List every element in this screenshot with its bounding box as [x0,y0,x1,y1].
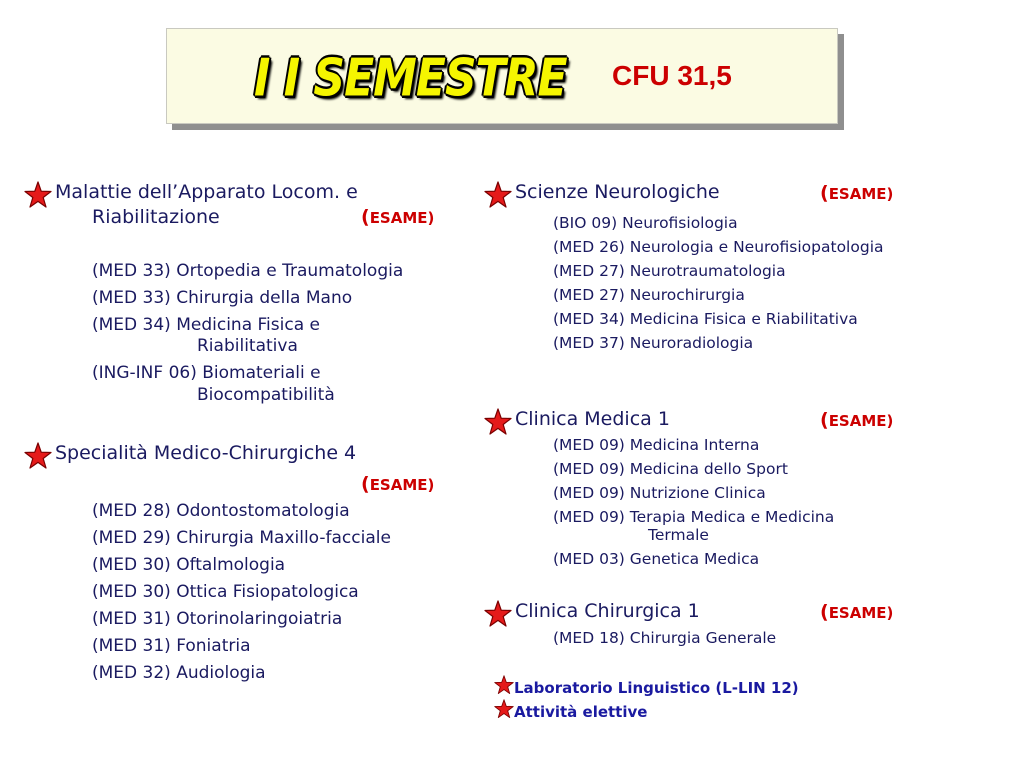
exam-label: (ESAME) [361,206,435,228]
course-item: (MED 34) Medicina Fisica e [92,315,320,335]
section-title: Scienze Neurologiche [515,181,720,203]
course-item-continued: Biocompatibilità [197,385,335,405]
red-star-icon [24,442,52,470]
section-title: Clinica Medica 1 [515,408,670,430]
red-star-icon [484,181,512,209]
course-item: (MED 33) Chirurgia della Mano [92,288,353,308]
course-item: (MED 30) Ottica Fisiopatologica [92,582,359,602]
course-item: (MED 28) Odontostomatologia [92,501,350,521]
red-star-icon [494,699,514,719]
course-item: (MED 26) Neurologia e Neurofisiopatologia [553,238,884,256]
exam-label: (ESAME) [820,409,894,431]
red-star-icon [484,600,512,628]
course-item: (MED 32) Audiologia [92,663,266,683]
course-item: (MED 33) Ortopedia e Traumatologia [92,261,404,281]
course-item: (MED 31) Otorinolaringoiatria [92,609,343,629]
course-item: (MED 27) Neurotraumatologia [553,262,786,280]
course-item: (MED 30) Oftalmologia [92,555,286,575]
section-title: Clinica Chirurgica 1 [515,600,700,622]
exam-label: (ESAME) [361,473,435,495]
course-item: (MED 37) Neuroradiologia [553,334,754,352]
course-item: (MED 09) Nutrizione Clinica [553,484,766,502]
red-star-icon [494,675,514,695]
course-item: (BIO 09) Neurofisiologia [553,214,738,232]
course-item: (MED 31) Foniatria [92,636,251,656]
course-item: (MED 27) Neurochirurgia [553,286,745,304]
extra-activity: Laboratorio Linguistico (L-LIN 12) [514,679,799,697]
course-item: (ING-INF 06) Biomateriali e [92,363,321,383]
red-star-icon [24,181,52,209]
course-item: (MED 09) Medicina Interna [553,436,760,454]
course-item-continued: Riabilitativa [197,336,298,356]
exam-label: (ESAME) [820,601,894,623]
cfu-label: CFU 31,5 [612,60,732,91]
red-star-icon [484,408,512,436]
course-item: (MED 18) Chirurgia Generale [553,629,777,647]
exam-label: (ESAME) [820,182,894,204]
course-item: (MED 29) Chirurgia Maxillo-facciale [92,528,391,548]
section-title-line2: Riabilitazione [92,206,220,228]
section-title-line1: Malattie dell’Apparato Locom. e [55,181,358,203]
extra-activity: Attività elettive [514,703,648,721]
course-item: (MED 09) Terapia Medica e Medicina [553,508,835,526]
section-title: Specialità Medico-Chirurgiche 4 [55,442,357,464]
semester-title: I I SEMESTRE [254,48,567,109]
course-item: (MED 34) Medicina Fisica e Riabilitativa [553,310,858,328]
course-item-continued: Termale [648,526,709,544]
course-item: (MED 03) Genetica Medica [553,550,760,568]
course-item: (MED 09) Medicina dello Sport [553,460,788,478]
